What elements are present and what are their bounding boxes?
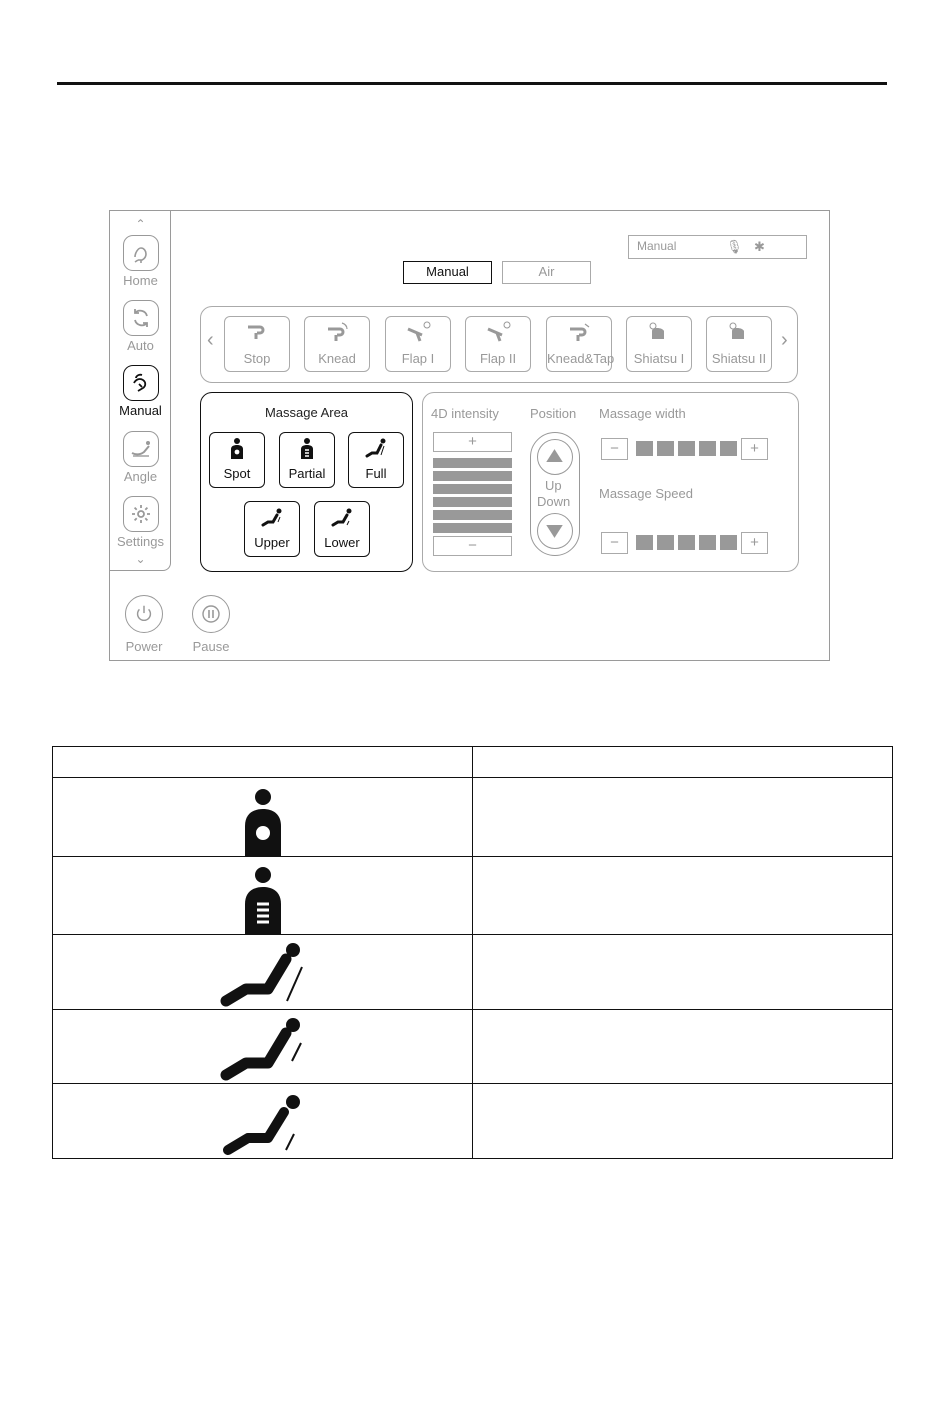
level-square [657,441,674,456]
status-mode: Manual [637,239,677,253]
technique-label: Stop [243,351,271,366]
table-header-cell [473,747,893,778]
power-icon [125,595,163,633]
spot-body-icon [225,437,249,461]
lower-recline-icon [218,1088,308,1158]
control-screen [109,210,830,661]
table-row [53,778,893,857]
status-display [628,235,807,259]
area-button-label: Partial [288,466,326,481]
level-square [720,535,737,550]
table-header-cell [53,747,473,778]
tab-air[interactable]: Air [502,261,591,284]
sidebar-item-auto[interactable] [110,300,171,353]
sidebar-item-settings[interactable] [110,496,171,549]
technique-knead[interactable] [304,316,370,372]
table-text-cell [473,935,893,1010]
technique-label: Shiatsu I [633,351,685,366]
table-icon-cell [53,935,473,1010]
area-button-label: Lower [324,535,360,550]
level-square [720,441,737,456]
manual-hand-icon [123,365,159,401]
level-square [678,441,695,456]
scroll-up-icon[interactable]: ⌃ [135,217,146,231]
intensity-plus-button[interactable]: + [433,432,512,452]
sidebar-item-label: Home [123,273,158,288]
area-full-button[interactable] [348,432,404,488]
massage-area-table [52,746,893,1159]
table-text-cell [473,1010,893,1084]
control-panel [422,392,799,572]
gear-icon [123,496,159,532]
knead-tap-technique-icon [566,321,592,345]
table-row [53,1010,893,1084]
angle-recline-icon [123,431,159,467]
area-button-label: Upper [254,535,290,550]
table-icon-cell [53,778,473,857]
table-icon-cell [53,857,473,935]
position-up-button[interactable] [537,439,573,475]
area-lower-button[interactable] [314,501,370,557]
sidebar-item-label: Auto [127,338,154,353]
knead-technique-icon [324,321,350,345]
technique-shiatsu-2[interactable] [706,316,772,372]
power-button[interactable] [114,595,174,654]
chevron-left-icon[interactable]: ‹ [207,329,214,351]
technique-label: Flap I [401,351,435,366]
technique-knead-tap[interactable] [546,316,615,372]
sidebar-item-label: Settings [117,534,164,549]
technique-label: Knead [318,351,356,366]
level-square [678,535,695,550]
table-row [53,1084,893,1159]
intensity-level-bar [433,471,512,481]
intensity-minus-button[interactable]: − [433,536,512,556]
auto-cycle-icon [123,300,159,336]
lower-recline-icon [330,506,354,530]
area-upper-button[interactable] [244,501,300,557]
area-button-label: Full [365,466,387,481]
area-button-label: Spot [223,466,251,481]
home-hand-icon [123,235,159,271]
level-square [657,535,674,550]
spot-body-icon [238,786,288,856]
table-row [53,857,893,935]
position-down-button[interactable] [537,513,573,549]
technique-shiatsu-1[interactable] [626,316,692,372]
area-spot-button[interactable] [209,432,265,488]
power-label: Power [125,639,163,654]
table-icon-cell [53,1084,473,1159]
sidebar-item-manual[interactable] [110,365,171,418]
sidebar [110,211,171,571]
table-text-cell [473,778,893,857]
massage-area-panel [200,392,413,572]
speed-label: Massage Speed [599,486,693,501]
bluetooth-icon: ✱ [754,239,765,254]
table-row [53,935,893,1010]
intensity-label: 4D intensity [431,406,499,421]
upper-recline-icon [260,506,284,530]
width-plus-button[interactable]: + [741,438,768,460]
flap-technique-icon [485,321,511,345]
table-text-cell [473,857,893,935]
level-square [636,441,653,456]
sidebar-item-label: Angle [123,469,158,484]
area-partial-button[interactable] [279,432,335,488]
table-text-cell [473,1084,893,1159]
intensity-level-bar [433,497,512,507]
massage-area-title: Massage Area [264,405,349,420]
pause-label: Pause [192,639,230,654]
partial-body-icon [238,864,288,934]
technique-stop[interactable] [224,316,290,372]
shiatsu-technique-icon [646,321,672,345]
pause-button[interactable] [181,595,241,654]
sidebar-item-label: Manual [119,403,162,418]
full-recline-icon [364,437,388,461]
intensity-level-bar [433,458,512,468]
sidebar-item-home[interactable] [110,235,171,288]
technique-label: Knead&Tap [547,351,615,366]
tab-manual[interactable]: Manual [403,261,492,284]
width-minus-button[interactable]: − [601,438,628,460]
intensity-level-bar [433,510,512,520]
technique-flap-2[interactable] [465,316,531,372]
position-label: Position [530,406,577,421]
intensity-level-bar [433,484,512,494]
technique-flap-1[interactable] [385,316,451,372]
technique-label: Flap II [479,351,517,366]
scroll-down-icon[interactable]: ⌄ [135,552,146,566]
position-down-label: Down [537,494,571,509]
table-header-row [53,747,893,778]
speed-plus-button[interactable]: + [741,532,768,554]
speed-minus-button[interactable]: − [601,532,628,554]
microphone-icon: 🎙 [726,239,743,254]
stop-technique-icon [244,321,270,345]
table-icon-cell [53,1010,473,1084]
header-rule [57,82,887,85]
width-label: Massage width [599,406,686,421]
level-square [699,535,716,550]
shiatsu-technique-icon [726,321,752,345]
position-up-label: Up [545,478,562,493]
flap-technique-icon [405,321,431,345]
technique-label: Shiatsu II [711,351,767,366]
level-square [636,535,653,550]
sidebar-item-angle[interactable] [110,431,171,484]
level-square [699,441,716,456]
pause-icon [192,595,230,633]
intensity-level-bar [433,523,512,533]
upper-recline-icon [218,1013,308,1083]
technique-panel [200,306,798,383]
chevron-right-icon[interactable]: › [781,329,788,351]
partial-body-icon [295,437,319,461]
full-recline-icon [218,939,308,1009]
